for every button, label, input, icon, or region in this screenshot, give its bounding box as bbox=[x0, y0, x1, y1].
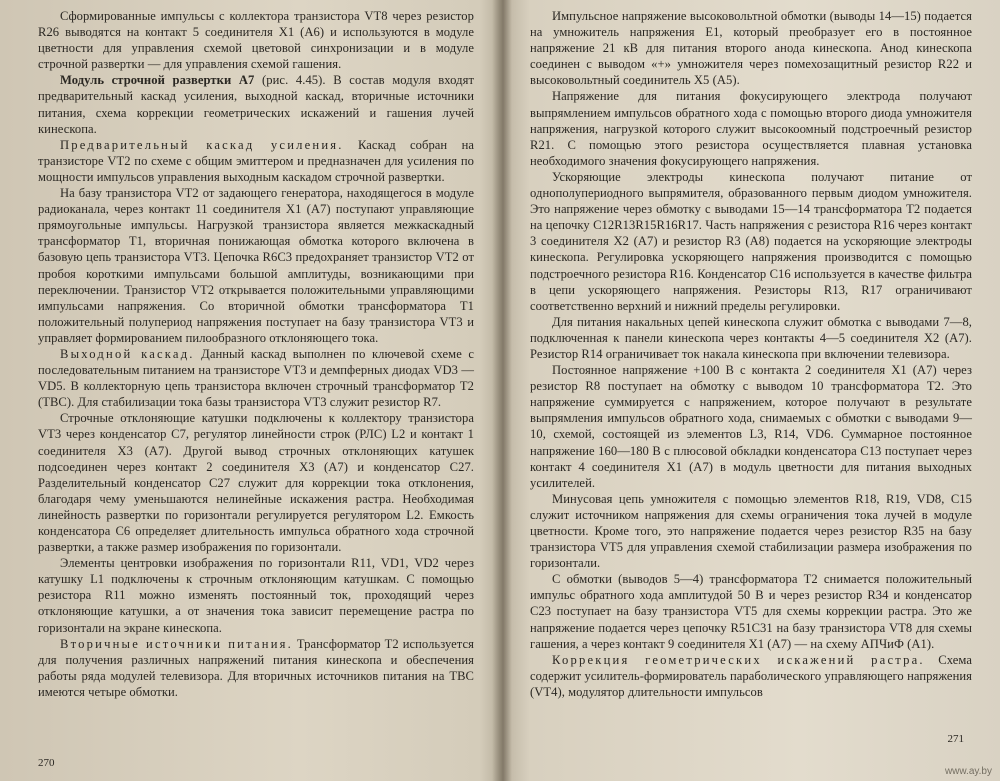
paragraph-heading: Вторичные источники питания. bbox=[60, 636, 293, 651]
page-number-left: 270 bbox=[38, 757, 55, 769]
paragraph-text: Постоянное напряжение +100 В с контакта 2 соединителя X1 (А7) через резистор R8 поступает на обмотку с выводом 10 трансформатора T2. Это напряжение суммируется с напряжением, которое получают в результате выпрямления импульсов обратного хода, снимаемых с обмотки с выводами 9—10, схемой, состоящей из элементов L3, R14, VD6. Суммарное постоянное напряжение 160—180 В с плюсовой обкладки конденсатора C13 поступает через контакт 4 соединителя X1 (А7) в модуль цветности для питания выходных усилителей. bbox=[530, 363, 972, 490]
paragraph-text: Элементы центровки изображения по горизонтали R11, VD1, VD2 через катушку L1 подключены к строчным отклоняющим катушкам. С помощью резистора R11 можно изменять постоянный ток, проходящий через отклоняющие катушки, а от значения тока зависит перемещение растра по горизонтали на экране кинескопа. bbox=[38, 556, 474, 635]
paragraph-text: Минусовая цепь умножителя с помощью элементов R18, R19, VD8, C15 служит источником напряжения для схемы ограничения тока лучей в модуле цветности. Кроме того, это напряжение подается через резистор R35 на базу транзистора VT5 для управления схемой стабилизации размера изображения по горизонтали. bbox=[530, 491, 972, 571]
paragraph-text: Для питания накальных цепей кинескопа служит обмотка с выводами 7—8, подключенная к панели кинескопа через контакты 4—5 соединителя X2 (А7). Резистор R14 ограничивает ток накала кинескопа при включении телевизора. bbox=[530, 314, 972, 361]
paragraph bbox=[38, 346, 474, 410]
paragraph-heading: Выходной каскад. bbox=[60, 346, 195, 361]
paragraph-text: Импульсное напряжение высоковольтной обмотки (выводы 14—15) подается на умножитель напряжения E1, который преобразует его в постоянное напряжение 21 кВ для питания второго анода кинескопа. Анод кинескопа соединен с выводом «+» умножителя через помехозащитный резистор R22 и высоковольтный соединитель X5 (А5). bbox=[530, 9, 972, 88]
paragraph-heading: Модуль строчной развертки А7 bbox=[60, 73, 255, 88]
paragraph-text: С обмотки (выводов 5—4) трансформатора T2 снимается положительный импульс обратного хода амплитудой 50 В и через резистор R34 и конденсатор C23 поступает на базу транзистора VT5 для схемы коррекции растра. Это же напряжение подается через цепочку R51C31 на базу транзистора VT8 для схемы гашения, а через контакт 9 соединителя X1 (А7) — на схему АПЧиФ (А1). bbox=[530, 572, 972, 651]
watermark-text: www.ay.by bbox=[944, 766, 992, 777]
left-page bbox=[0, 0, 498, 781]
paragraph-text: Сформированные импульсы с коллектора транзистора VT8 через резистор R26 выводятся на контакт 5 соединителя X1 (А6) и используются в модуле цветности для управления схемой цветовой синхронизации и в модуле строчной развертки — для управления схемой гашения. bbox=[38, 9, 474, 72]
paragraph-text: Напряжение для питания фокусирующего электрода получают выпрямлением импульсов обратного хода с помощью второго диода умножителя напряжения, нагрузкой которого служит высокоомный подстроечный резистор R21. С помощью этого резистора осуществляется плавная установка необходимого значения фокусирующего напряжения. bbox=[530, 89, 972, 168]
paragraph bbox=[38, 410, 474, 555]
paragraph-text: Трансформатор T2 используется для получения различных напряжений питания кинескопа и обеспечения работы ряда модулей телевизора. Для вторичных источников питания на ТВС имеются четыре обмотки. bbox=[38, 636, 474, 699]
paragraph bbox=[38, 636, 474, 700]
paragraph bbox=[530, 652, 972, 700]
paragraph bbox=[38, 185, 474, 346]
paragraph bbox=[530, 169, 972, 314]
paragraph bbox=[530, 314, 972, 362]
right-page-text bbox=[530, 8, 972, 700]
paragraph bbox=[530, 8, 972, 88]
paragraph bbox=[530, 491, 972, 571]
paragraph-text: Схема содержит усилитель-формирователь параболического управляющего напряжения (VT4), модулятор длительности импульсов bbox=[530, 652, 972, 699]
page-number-right: 271 bbox=[947, 733, 964, 745]
paragraph-heading: Коррекция геометрических искажений растра. bbox=[552, 652, 925, 667]
paragraph bbox=[38, 72, 474, 136]
paragraph-text: Данный каскад выполнен по ключевой схеме с последовательным питанием на транзисторе VT3 и демпферных диодах VD3 — VD5. В коллекторную цепь транзистора включен строчный трансформатор T2 (ТВС). Для стабилизации тока базы транзистора VT3 служит резистор R7. bbox=[38, 346, 474, 410]
paragraph-text: Строчные отклоняющие катушки подключены к коллектору транзистора VT3 через конденсатор C7, регулятор линейности строк (РЛС) L2 и контакт 1 соединителя X3 (А7). Другой вывод строчных отклоняющих катушек подсоединен через контакт 2 соединителя X3 (А7) и конденсатор C27. Разделительный конденсатор C27 служит для коррекции тока отклонения, благодаря чему уменьшаются нелинейные искажения растра. Необходимая линейность развертки по горизонтали регулируется регулятором L2. Емкость конденсатора C6 определяет длительность импульса обратного хода строчной развертки, а также размер изображения по горизонтали. bbox=[38, 411, 474, 555]
paragraph bbox=[530, 571, 972, 651]
paragraph bbox=[38, 8, 474, 72]
right-page bbox=[506, 0, 1000, 781]
paragraph bbox=[38, 555, 474, 635]
paragraph bbox=[530, 88, 972, 168]
paragraph-text: Каскад собран на транзисторе VT2 по схеме с общим эмиттером и предназначен для усиления по мощности импульсов управления выходным каскадом строчной развертки. bbox=[38, 137, 474, 184]
paragraph bbox=[38, 137, 474, 185]
left-page-text bbox=[38, 8, 474, 700]
paragraph-text: Ускоряющие электроды кинескопа получают питание от однополупериодного выпрямителя, образованного первым диодом умножителя. Это напряжение через обмотку с выводами 15—14 трансформатора T2 подается на цепочку C12R13R15R16R17. Часть напряжения с резистора R16 через контакт 3 соединителя X2 (А7) и резистор R3 (А8) подается на ускоряющие электроды кинескопа. Регулировка ускоряющего напряжения производится с помощью подстроечного резистора R16. Конденсатор C16 используется в качестве фильтра в цепи ускоряющего напряжения. Резисторы R13, R17 ограничивают соответственно верхний и нижний пределы регулировки. bbox=[530, 169, 972, 313]
paragraph-heading: Предварительный каскад усиления. bbox=[60, 137, 344, 152]
paragraph-text: (рис. 4.45). В состав модуля входят предварительный каскад усиления, выходной каскад, вторичные источники питания, схема коррекции геометрических искажений и гашения лучей кинескопа. bbox=[38, 73, 474, 136]
paragraph bbox=[530, 362, 972, 491]
paragraph-text: На базу транзистора VT2 от задающего генератора, находящегося в модуле радиоканала, через контакт 11 соединителя X1 (А7) поступают управляющие прямоугольные импульсы. Нагрузкой транзистора является межкаскадный трансформатор T1, вторичная понижающая обмотка которого включена в базовую цепь транзистора VT3. Цепочка R6C3 предохраняет транзистор VT2 от пробоя короткими импульсами большой амплитуды, возникающими при переключении. Транзистор VT2 открывается положительными управляющими импульсами напряжения. Со вторичной обмотки трансформатора T1 положительный полупериод напряжения поступает на базу транзистора VT3 и управляет формированием пилообразного отклоняющего тока. bbox=[38, 186, 474, 345]
